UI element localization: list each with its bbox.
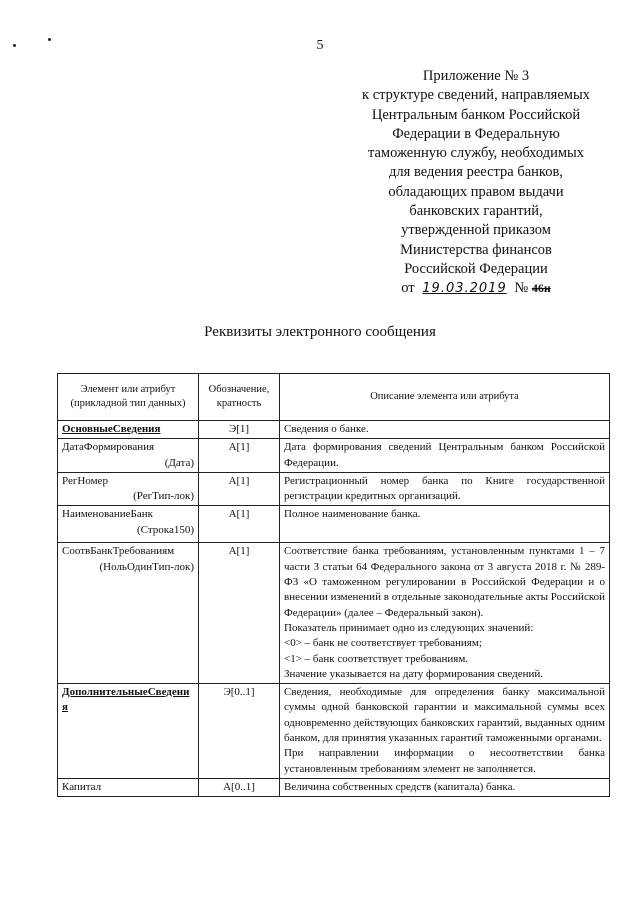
appendix-line: банковских гарантий, bbox=[409, 203, 543, 220]
page-title: Реквизиты электронного сообщения bbox=[204, 324, 436, 340]
element-description: Дата формирования сведений Центральным банком Российской Федерации. bbox=[280, 439, 610, 473]
table-row bbox=[58, 543, 610, 684]
element-multiplicity: Э[1] bbox=[199, 421, 280, 439]
element-type: (НольОдинТип-лок) bbox=[99, 560, 194, 573]
element-multiplicity: А[1] bbox=[199, 506, 280, 543]
appendix-line: Центральным банком Российской bbox=[371, 106, 581, 123]
appendix-line: таможенную службу, необходимых bbox=[367, 145, 585, 162]
element-multiplicity: А[0..1] bbox=[199, 778, 280, 796]
description-paragraph: Значение указывается на дату формирования сведений. bbox=[284, 667, 543, 680]
element-type: (РегТип-лок) bbox=[133, 490, 194, 503]
element-name: НаименованиеБанк bbox=[62, 508, 153, 521]
table-row bbox=[58, 684, 610, 779]
element-multiplicity: Э[0..1] bbox=[199, 684, 280, 779]
table-header-row bbox=[58, 374, 610, 421]
table-row bbox=[58, 421, 610, 439]
appendix-line: к структуре сведений, направляемых bbox=[362, 87, 590, 104]
appendix-line: Российской Федерации bbox=[404, 260, 548, 277]
date-prefix: от bbox=[401, 280, 415, 297]
element-description: Величина собственных средств (капитала) банка. bbox=[280, 778, 610, 796]
element-name: РегНомер bbox=[62, 474, 108, 487]
element-multiplicity: А[1] bbox=[199, 543, 280, 684]
element-description: Соответствие банка требованиям, установленным пунктами 1 – 7 части 3 статьи 64 Федерального закона от 3 августа 2018 г. № 289-ФЗ «О таможенном регулировании в Российской Федерации и о внесении изменений в отдельные законодательные акты Российской Федерации» (далее – Федеральный закон). bbox=[284, 545, 605, 619]
appendix-header bbox=[336, 67, 616, 299]
requisites-table bbox=[57, 373, 610, 797]
element-type: (Строка150) bbox=[136, 523, 194, 536]
element-name: ОсновныеСведения bbox=[62, 423, 161, 435]
handwritten-date: 19.03.2019 bbox=[422, 281, 507, 297]
appendix-line: обладающих правом выдачи bbox=[388, 183, 564, 200]
description-paragraph: При направлении информации о несоответствии банка установленным требованиям элемент не заполняется. bbox=[284, 747, 605, 775]
description-paragraph: <0> – банк не соответствует требованиям; bbox=[284, 637, 482, 650]
appendix-line: утвержденной приказом bbox=[401, 222, 551, 239]
page-number: 5 bbox=[316, 38, 324, 53]
element-name: ДополнительныеСведения bbox=[62, 686, 190, 714]
table-row bbox=[58, 506, 610, 543]
element-multiplicity: А[1] bbox=[199, 472, 280, 506]
table-row bbox=[58, 472, 610, 506]
element-name: СоотвБанкТребованиям bbox=[62, 545, 175, 558]
header-element: Элемент или атрибут (прикладной тип данных) bbox=[58, 374, 199, 421]
element-description: Полное наименование банка. bbox=[280, 506, 610, 543]
table-row bbox=[58, 439, 610, 473]
header-description: Описание элемента или атрибута bbox=[280, 374, 610, 421]
table-row bbox=[58, 778, 610, 796]
number-sign: № bbox=[514, 280, 529, 297]
element-multiplicity: А[1] bbox=[199, 439, 280, 473]
description-paragraph: Показатель принимает одно из следующих значений: bbox=[284, 621, 534, 634]
appendix-line: для ведения реестра банков, bbox=[389, 164, 563, 181]
element-description: Сведения о банке. bbox=[280, 421, 610, 439]
element-description: Регистрационный номер банка по Книге государственной регистрации кредитных организаций. bbox=[280, 472, 610, 506]
header-designation: Обозначение, кратность bbox=[199, 374, 280, 421]
appendix-line: Федерации в Федеральную bbox=[392, 125, 560, 142]
description-paragraph: <1> – банк соответствует требованиям. bbox=[284, 652, 469, 665]
appendix-line: Министерства финансов bbox=[400, 241, 552, 258]
appendix-line: Приложение № 3 bbox=[422, 68, 530, 84]
element-name: Капитал bbox=[58, 778, 199, 796]
element-name: ДатаФормирования bbox=[62, 441, 155, 454]
order-number: 46н bbox=[531, 281, 551, 296]
appendix-date-line bbox=[336, 279, 616, 298]
element-description: Сведения, необходимые для определения банку максимальной суммы одной банковской гарантии и максимальной суммы всех одновременно действующих банковских гарантий, выданных одним банком, для принятия указанных гарантий таможенными органами. bbox=[284, 686, 605, 745]
element-type: (Дата) bbox=[164, 456, 194, 469]
